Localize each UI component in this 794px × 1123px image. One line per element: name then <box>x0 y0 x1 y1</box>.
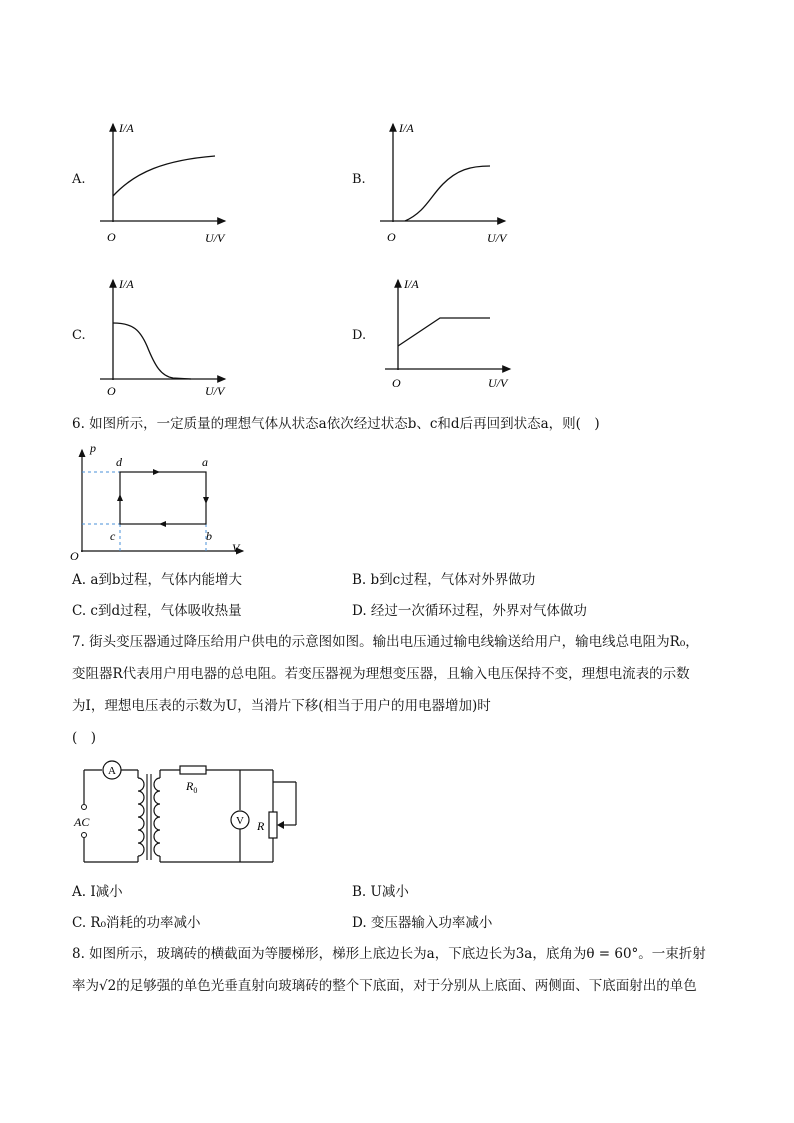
r-label: R <box>257 819 265 833</box>
arrow-da <box>153 469 160 475</box>
arrow-bc <box>159 521 166 527</box>
x-axis-label: U/V <box>205 384 225 398</box>
q6-option-b: B. b到c过程，气体对外界做功 <box>352 572 536 588</box>
q6-option-d: D. 经过一次循环过程，外界对气体做功 <box>352 603 587 619</box>
origin-label: O <box>107 384 116 398</box>
graph-a <box>95 112 235 247</box>
ac-terminal <box>82 805 87 810</box>
curve-c <box>113 323 191 379</box>
curve-b <box>405 166 490 221</box>
d-label: d <box>116 455 122 469</box>
q6-option-c: C. c到d过程，气体吸收热量 <box>72 603 242 619</box>
graph-a-label: A. <box>72 172 86 187</box>
graph-d-label: D. <box>352 328 367 343</box>
q6-option-a: A. a到b过程，气体内能增大 <box>72 572 243 588</box>
q8-line1: 8. 如图所示，玻璃砖的横截面为等腰梯形，梯形上底边长为a，下底边长为3a，底角为θ = 60°。一束折射 <box>72 946 706 962</box>
primary-coil <box>138 778 144 856</box>
q6-stem: 6. 如图所示，一定质量的理想气体从状态a依次经过状态b、c和d后再回到状态a，则( ) <box>72 416 600 432</box>
x-axis-label: U/V <box>487 231 507 245</box>
origin-label: O <box>387 230 396 244</box>
graph-d <box>380 268 520 393</box>
q7-option-a: A. I减小 <box>72 884 123 900</box>
origin-label: O <box>70 549 79 563</box>
graph-b-label: B. <box>352 172 366 187</box>
rheostat-r <box>269 812 277 838</box>
cycle-rect <box>120 472 206 524</box>
q8-line2: 率为√2的足够强的单色光垂直射向玻璃砖的整个下底面，对于分别从上底面、两侧面、下底面射出的单色 <box>72 978 697 994</box>
transformer-circuit <box>68 756 318 871</box>
origin-label: O <box>107 230 116 244</box>
arrow-cd <box>117 494 123 501</box>
graph-c-label: C. <box>72 328 86 343</box>
secondary-coil <box>154 778 160 856</box>
q7-option-b: B. U减小 <box>352 884 409 900</box>
graph-c <box>95 268 235 403</box>
r0-label: $R_0$ <box>186 779 198 795</box>
q7-answer-blank: ( ) <box>72 730 97 746</box>
arrow-ab <box>203 497 209 504</box>
ac-terminal <box>82 833 87 838</box>
q7-line2: 变阻器R代表用户用电器的总电阻。若变压器视为理想变压器，且输入电压保持不变，理想电流表的示数 <box>72 666 690 682</box>
q7-option-c: C. R₀消耗的功率减小 <box>72 915 201 931</box>
q7-option-d: D. 变压器输入功率减小 <box>352 915 493 931</box>
b-label: b <box>206 529 212 543</box>
a-label: a <box>202 455 208 469</box>
curve-d <box>398 318 490 346</box>
y-axis-label: I/A <box>399 121 414 135</box>
voltmeter-label: V <box>236 815 244 827</box>
y-axis-label: I/A <box>404 277 419 291</box>
q7-line1: 7. 街头变压器通过降压给用户供电的示意图如图。输出电压通过输电线输送给用户，输电线总电阻为R₀， <box>72 634 699 650</box>
q6-pv-diagram <box>68 440 258 565</box>
y-axis-label: I/A <box>119 277 134 291</box>
y-axis-label: I/A <box>119 121 134 135</box>
ac-label: AC <box>74 815 90 829</box>
p-label: p <box>90 441 96 455</box>
v-label: V <box>232 541 240 555</box>
x-axis-label: U/V <box>488 376 508 390</box>
resistor-r0 <box>180 766 206 774</box>
q7-line3: 为I，理想电压表的示数为U，当滑片下移(相当于用户的用电器增加)时 <box>72 698 491 714</box>
curve-a <box>113 156 215 196</box>
x-axis-label: U/V <box>205 231 225 245</box>
slider-arrow <box>277 821 284 829</box>
graph-b <box>375 112 515 247</box>
ammeter-label: A <box>108 765 116 777</box>
c-label: c <box>110 529 116 543</box>
origin-label: O <box>392 376 401 390</box>
